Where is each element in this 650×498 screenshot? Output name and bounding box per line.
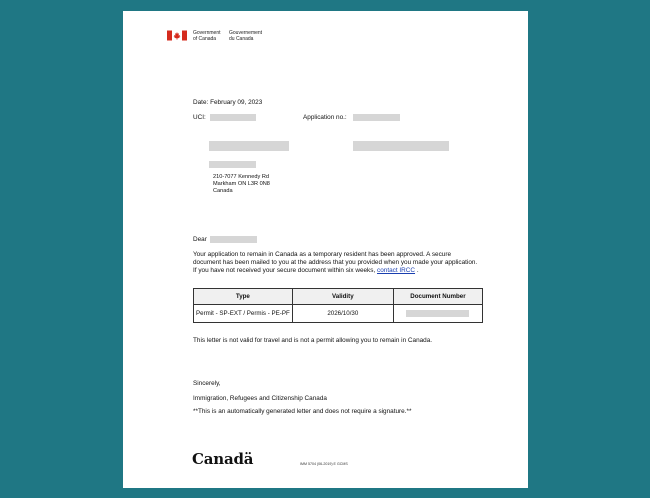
document-table	[193, 288, 483, 323]
salutation-name-redaction	[210, 236, 257, 243]
application-label: Application no.:	[303, 114, 347, 121]
recipient-redaction	[353, 141, 449, 151]
letter-page	[123, 11, 528, 488]
application-redaction	[353, 114, 400, 121]
approval-text-end: .	[416, 267, 419, 274]
name-redaction	[209, 141, 289, 151]
canada-flag-icon	[167, 30, 187, 41]
contact-ircc-link[interactable]: contact IRCC	[377, 267, 416, 274]
table-row	[194, 305, 483, 323]
uci-label: UCI:	[193, 114, 206, 121]
gov-en-line2: of Canada	[193, 36, 217, 42]
mailing-address	[213, 174, 270, 195]
col-header-type: Type	[194, 289, 293, 305]
address-line-3: Canada	[213, 188, 233, 194]
date-value: February 09, 2023	[210, 99, 263, 106]
gov-fr-line1: Gouvernement	[229, 30, 263, 36]
form-code: IMM 5704 (06-2019) E GCMS	[300, 462, 348, 466]
salutation: Dear	[193, 236, 207, 243]
address-line-1: 210-7077 Kennedy Rd	[213, 174, 269, 180]
canada-wordmark: Canadä	[192, 450, 254, 468]
document-number-redaction	[406, 310, 469, 317]
client-redaction	[209, 161, 256, 168]
uci-redaction	[210, 114, 256, 121]
col-header-document-number: Document Number	[393, 289, 482, 305]
cell-type: Permit - SP-EXT / Permis - PE-PF	[194, 305, 293, 323]
col-header-validity: Validity	[292, 289, 393, 305]
gov-fr-line2: du Canada	[229, 36, 254, 42]
approval-text: Your application to remain in Canada as a temporary resident has been approved. A secure document has been mailed to you at the address that you provided when you made your application. If you have not received your secure document within six weeks,	[193, 251, 478, 274]
gov-fr-signature	[229, 30, 262, 42]
auto-generated-note: **This is an automatically generated letter and does not require a signature.**	[193, 408, 412, 415]
date-label: Date:	[193, 99, 209, 106]
table-header-row	[194, 289, 483, 305]
address-line-2: Markham ON L3R 0N8	[213, 181, 270, 187]
approval-paragraph	[193, 251, 478, 275]
closing: Sincerely,	[193, 380, 221, 387]
gov-en-signature	[193, 30, 221, 42]
cell-validity: 2026/10/30	[292, 305, 393, 323]
signatory: Immigration, Refugees and Citizenship Canada	[193, 395, 327, 402]
validity-note: This letter is not valid for travel and is not a permit allowing you to remain in Canada.	[193, 337, 433, 344]
cell-document-number	[393, 305, 482, 323]
date-line	[193, 99, 262, 107]
gov-en-line1: Government	[193, 30, 221, 36]
